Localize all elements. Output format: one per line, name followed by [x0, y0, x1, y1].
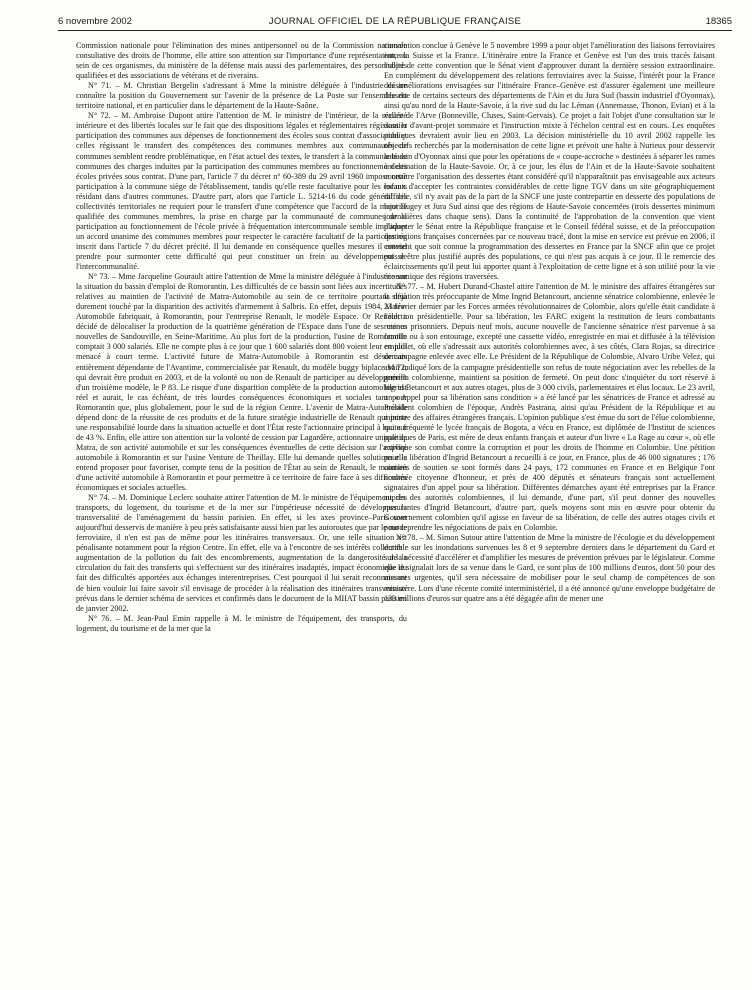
question-72: N° 72. – M. Ambroise Dupont attire l'attention de M. le ministre de l'intérieur, de la sécurité intérieure et des libertés locales sur le fait que des dispositions légales et réglementaires régissant la participation des communes aux dépenses de fonctionnement des écoles sous contrat d'association et celles régissant le transfert des compétences des communes membres aux communautés de communes semblent rendre problématique, en l'état actuel des textes, le transfert à la communauté de communes des charges induites par la participation des communes membres au fonctionnement des écoles privées sous contrat. D'une part, l'article 7 du décret n° 60-389 du 29 avril 1960 impose cette participation à la commune siège de l'établissement, tandis qu'elle reste facultative pour les enfants résidant dans d'autres communes. D'autre part, alors que l'article L. 5214-16 du code général des collectivités territoriales ne requiert pour le transfert d'une compétence que l'accord de la majorité qualifiée des communes membres, la prise en charge par la communauté de communes de la participation au fonctionnement de l'école privée à fréquentation intercommunale semble impliquer un accord unanime des communes membres pour respecter le caractère facultatif de la participation inscrit dans l'article 7 du décret précité. Il lui demande en conséquence quelles mesures il entend prendre pour surmonter cette difficulté qui peut constituer un frein au développement de l'intercommunalité. [76, 111, 407, 272]
question-76: N° 76. – M. Jean-Paul Emin rappelle à M. le ministre de l'équipement, des transports, du logement, du tourisme et de la mer que la [76, 613, 407, 633]
question-71: N° 71. – M. Christian Bergelin s'adressant à Mme la ministre déléguée à l'industrie désire connaître la position du Gouvernement sur l'avenir de la présence de La Poste sur l'ensemble du territoire national, et en particulier dans le département de la Haute-Saône. [76, 81, 407, 111]
header-page-number: 18365 [705, 16, 732, 27]
header-date: 6 novembre 2002 [58, 16, 132, 27]
question-78: N° 78. – M. Simon Sutour attire l'attention de Mme la ministre de l'écologie et du développement durable sur les inondations survenues les 8 et 9 septembre derniers dans le département du Gard et sur la nécessité d'accélérer et d'amplifier les mesures de prévention prévues par le législateur. Comme elle le signalait lors de sa venue dans le Gard, ce sont plus de 100 millions d'euros, dont 50 pour des mesures urgentes, qu'il sera nécessaire de mobiliser pour le seul champ de compétences de son ministère. Lors d'une récente comité interministériel, il a été annoncé qu'une enveloppe budgétaire de 130 millions d'euros sur quatre ans a été dégagée afin de mener une [384, 533, 715, 603]
right-column [384, 41, 715, 604]
page-header [58, 16, 732, 31]
paragraph: convention conclue à Genève le 5 novembre 1999 a pour objet l'amélioration des liaisons ferroviaires entre la Suisse et la France. L'itinéraire entre la France et Genève est l'un des trois tracés faisant l'objet de cette convention que le Sénat vient d'approuver durant la dernière session extraordinaire. En complément du développement des relations ferroviaires avec la Suisse, l'intérêt pour la France des améliorations envisagées sur l'itinéraire France–Genève est d'assurer également une meilleure desserte de certains secteurs des départements de l'Ain et du Jura Sud (bassin industriel d'Oyonnax), ainsi qu'au nord de la Haute-Savoie, à la rive sud du lac Léman (Annemasse, Thonon, Evian) et à la vallée de l'Arve (Bonneville, Cluses, Saint-Gervais). Ce projet a fait l'objet d'une consultation sur le dossier d'avant-projet sommaire et l'instruction mixte à l'échelon central est en cours. Les enquêtes publiques devraient avoir lieu en 2003. La décision ministérielle du 10 avril 2002 rappelle les objectifs recherchés par la modernisation de cette ligne et prévoit une halte à Nurieux pour desservir le bassin d'Oyonnax ainsi que pour les opérations de « coupe-accroche » destinées à séparer les rames à destination de la Haute-Savoie. Or, à ce jour, les élus de l'Ain et de la Haute-Savoie souhaitent connaître l'organisation des dessertes étant considéré qu'il n'apparaîtrait pas envisageable aux acteurs locaux d'accepter les contraintes considérables de cette ligne TGV dans un site géographiquement difficile, s'il n'y avait pas de la part de la SNCF une juste contrepartie en desserte des populations de haut Bugey et Jura Sud ainsi que des régions de Haute-Savoie concernées (trois dessertes minimum journalières dans chaque sens). Dans la continuité de l'approbation de la convention que vient d'adopter le Sénat entre la République française et le Conseil fédéral suisse, et de la préoccupation des régions françaises concernées par ce nouveau tracé, dont la mise en service est prévue en 2006, il convient que soit connue la programmation des dessertes en France par la SNCF afin que ce projet puisse être plus justifié auprès des populations, ce qui n'est pas acquis à ce jour. Il le remercie des éclaircissements qu'il peut lui apporter quant à l'exploitation de cette ligne et à son utilité pour la vie économique des régions traversées. [384, 41, 715, 282]
question-74: N° 74. – M. Dominique Leclerc souhaite attirer l'attention de M. le ministre de l'équipement, des transports, du logement, du tourisme et de la mer sur l'impérieuse nécessité de développer la transversalité de l'aménagement du bassin parisien. En effet, si les axes province–Paris sont aujourd'hui desservis de manière à peu près satisfaisante aussi bien par les autoroutes que par le mode ferroviaire, il n'en est pas de même pour les itinéraires transversaux. Or, une telle situation est pénalisante notamment pour la région Centre. En effet, elle va à l'encontre de ses intérêts collectifs : augmentation de la pollution du fait des encombrements, augmentation de la dangerosité de la circulation du fait des transferts qui s'effectuent sur des itinéraires inadaptés, impact économique du fait des difficultés apportées aux échanges interentreprises. C'est pourquoi il lui serait reconnaissant de bien vouloir lui faire savoir s'il envisage de procéder à la réalisation des itinéraires transversaux prévus dans le dernier schéma de services et confirmés dans le document de la MIIAT bassin parisien de janvier 2002. [76, 493, 407, 613]
paragraph: Commission nationale pour l'élimination des mines antipersonnel ou de la Commission nationale consultative des droits de l'homme, elle attire son attention sur l'importance d'une représentation, au sein de ces organismes, du ministère de la défense mais aussi des parlementaires, des personnalités qualifiées et des associations de vétérans et de riverains. [76, 41, 407, 81]
left-column [76, 41, 407, 634]
header-journal-title: JOURNAL OFFICIEL DE LA RÉPUBLIQUE FRANÇAISE [268, 16, 522, 27]
question-73: N° 73. – Mme Jacqueline Gourault attire l'attention de Mme la ministre déléguée à l'industrie sur la situation du bassin d'emploi de Romorantin. Les difficultés de ce bassin sont liées aux incertitudes relatives au maintien de l'activité de Matra-Automobile au sein de ce territoire pourtant déjà durement touché par la disparition des activités d'armement à Salbris. En effet, depuis 1984, Matra-Automobile fabriquait, à Romorantin, pour l'entreprise Renault, le modèle Espace. Or Renault a décidé de délocaliser la production de la quatrième génération de l'Espace dans l'une de ses usines nouvelles de Sandouville, en Seine-Maritime. Au plus fort de la production, l'usine de Romorantin comptait 3 000 salariés. Elle ne compte plus à ce jour que 1 600 salariés dont 800 voient leur emploi menacé à court terme. L'activité future de Matra-Automobile à Romorantin est désormais entièrement dépendante de l'Avantime, commercialisée par Renault, du modèle buggy biplace M 72, qui devrait être produit en 2003, et de la volonté ou non de Renault de participer au développement d'un troisième modèle, le P 83. Le risque d'une disparition complète de la production automobile est réel et aurait, le cas échéant, de très lourdes conséquences économiques et sociales tant pour Romorantin que, plus globalement, pour le sud de la région Centre. L'avenir de Matra-Automobile dépend donc de la réussite de ces produits et de la future stratégie industrielle de Renault qui porte une responsabilité lourde dans la situation actuelle et dont l'État reste l'actionnaire principal à hauteur de 43 %. Enfin, elle attire son attention sur la volonté de cession par Lagardère, actionnaire unique de Matra, de son activité automobile et sur les conséquences éventuelles de cette décision sur l'activité automobile à Romorantin et sur l'usine Venture de Theillay. Elle lui demande quelles solutions elle entend proposer pour favoriser, compte tenu de la position de l'État au sein de Renault, le maintien d'une activité automobile à Romorantin et pour permettre à ce territoire de faire face à ses difficultés économiques et sociales actuelles. [76, 272, 407, 493]
question-77: N° 77. – M. Hubert Durand-Chastel attire l'attention de M. le ministre des affaires étrangères sur la situation très préoccupante de Mme Ingrid Betancourt, ancienne sénatrice colombienne, enlevée le 23 février dernier par les Forces armées révolutionnaires de Colombie, alors qu'elle était candidate à l'élection présidentielle. Pour sa libération, les FARC exigent la restitution de leurs combattants retenus prisonniers. Depuis neuf mois, aucune nouvelle de l'ancienne sénatrice n'est parvenue à sa famille ou à son entourage, excepté une cassette vidéo, enregistrée en mai et diffusée à la télévision en juillet, où elle s'adressait aux autorités colombiennes avec, à ses côtés, Clara Rojas, sa directrice de campagne enlevée avec elle. Le Président de la République de Colombie, Alvaro Uribe Velez, qui avait indiqué lors de la campagne présidentielle son refus de toute négociation avec les rebelles de la guérilla colombienne, maintient sa position de fermeté. On peut donc s'inquiéter du sort réservé à Ingrid Betancourt et aux autres otages, plus de 3 000 civils, parlementaires et élus locaux. Le 23 avril, un « Appel pour sa libération sans condition » a été lancé par les sénatrices de France et adressé au Président colombien de l'époque, Andrès Pastrana, ainsi qu'au Président de la République et au ministre des affaires étrangères français. L'opinion publique s'est émue du sort de l'élue colombienne, qui a fréquenté le lycée français de Bogota, a vécu en France, est diplômée de l'Institut de sciences politiques de Paris, est mère de deux enfants français et auteur d'un livre « La Rage au cœur », où elle explique son combat contre la corruption et pour les droits de l'homme en Colombie. Une pétition pour la libération d'Ingrid Betancourt a recueilli à ce jour, en France, plus de 46 000 signatures ; 176 comités de soutien se sont formés dans 24 pays, 172 communes en France et en Belgique l'ont nommée citoyenne d'honneur, et près de 400 députés et sénateurs français sont actuellement signataires d'un appel pour sa libération. Différentes démarches ayant été entreprises par la France auprès des autorités colombiennes, il lui demande, d'une part, s'il peut donner des nouvelles rassurantes d'Ingrid Betancourt, d'autre part, quels moyens sont mis en œuvre pour obtenir du Gouvernement colombien qu'il agisse en faveur de sa libération, de celle des autres otages civils et pour reprendre les négociations de paix en Colombie. [384, 282, 715, 533]
